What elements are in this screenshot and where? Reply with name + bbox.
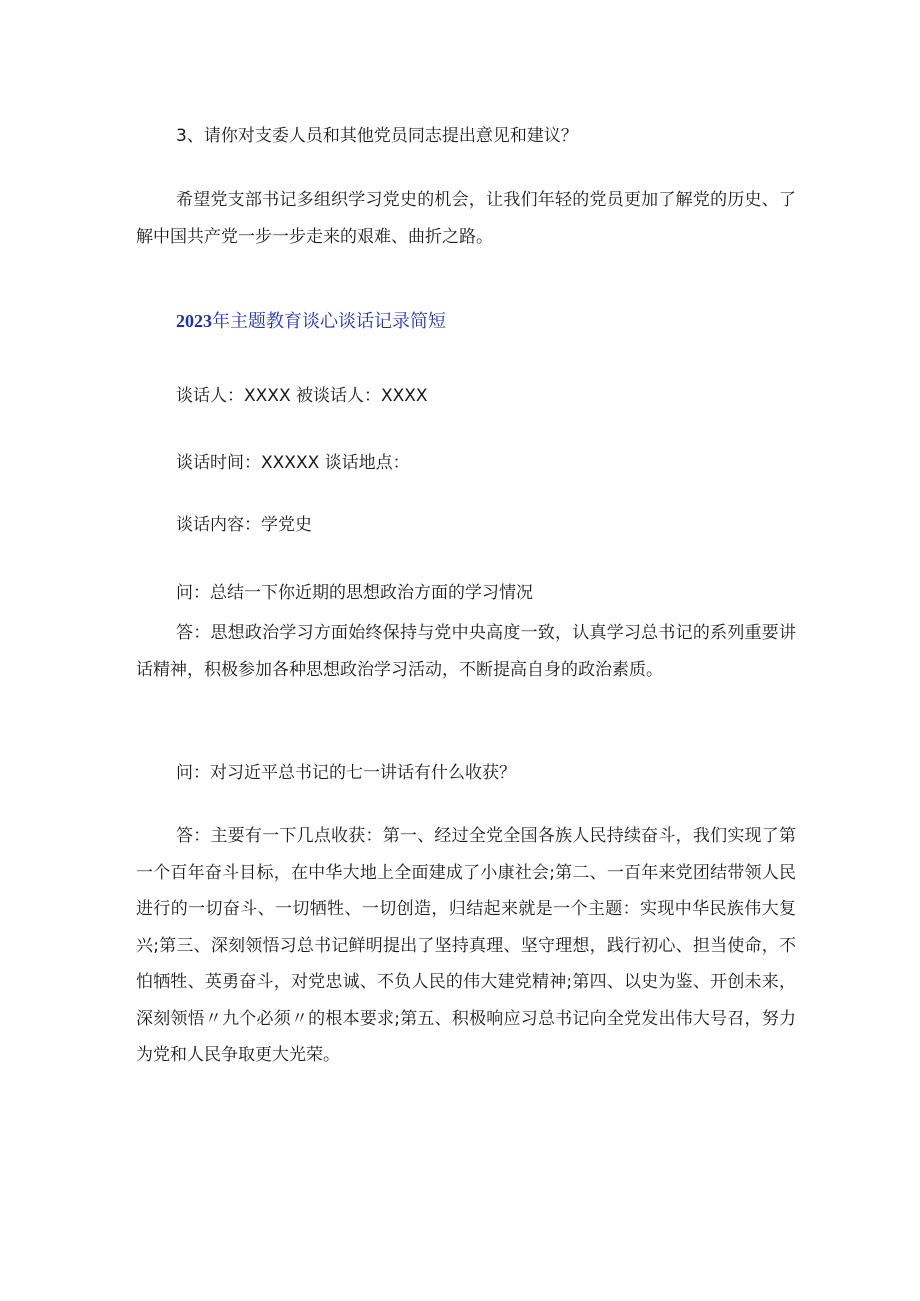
question-1: 问：总结一下你近期的思想政治方面的学习情况 (176, 583, 533, 603)
talker-line: 谈话人：XXXX 被谈话人：XXXX (176, 386, 428, 406)
section-title-text: 年主题教育谈心谈话记录简短 (212, 311, 446, 332)
answer-2: 答：主要有一下几点收获：第一、经过全党全国各族人民持续奋斗，我们实现了第一个百年奋斗目标，在中华大地上全面建成了小康社会;第二、一百年来党团结带领人民进行的一切奋斗、一切牺牲、一切创造，归结起来就是一个主题：实现中华民族伟大复兴;第三、深刻领悟习总书记鲜明提出了坚持真理、坚守理想，践行初心、担当使命，不怕牺牲、英勇奋斗，对党忠诚、不负人民的伟大建党精神;第四、以史为鉴、开创未来，深刻领悟〃九个必须〃的根本要求;第五、积极响应习总书记向全党发出伟大号召，努力为党和人民争取更大光荣。 (136, 826, 796, 1065)
section-title (176, 306, 446, 337)
content-line: 谈话内容：学党史 (176, 515, 312, 535)
question-3: 3、请你对支委人员和其他党员同志提出意见和建议？ (176, 126, 578, 146)
question-2: 问：对习近平总书记的七一讲话有什么收获？ (176, 763, 516, 783)
section-title-year: 2023 (176, 311, 212, 331)
answer-3: 希望党支部书记多组织学习党史的机会，让我们年轻的党员更加了解党的历史、了解中国共产党一步一步走来的艰难、曲折之路。 (136, 190, 796, 247)
answer-1: 答：思想政治学习方面始终保持与党中央高度一致，认真学习总书记的系列重要讲话精神，积极参加各种思想政治学习活动，不断提高自身的政治素质。 (136, 623, 796, 680)
time-place-line: 谈话时间：XXXXX 谈话地点： (176, 453, 410, 473)
